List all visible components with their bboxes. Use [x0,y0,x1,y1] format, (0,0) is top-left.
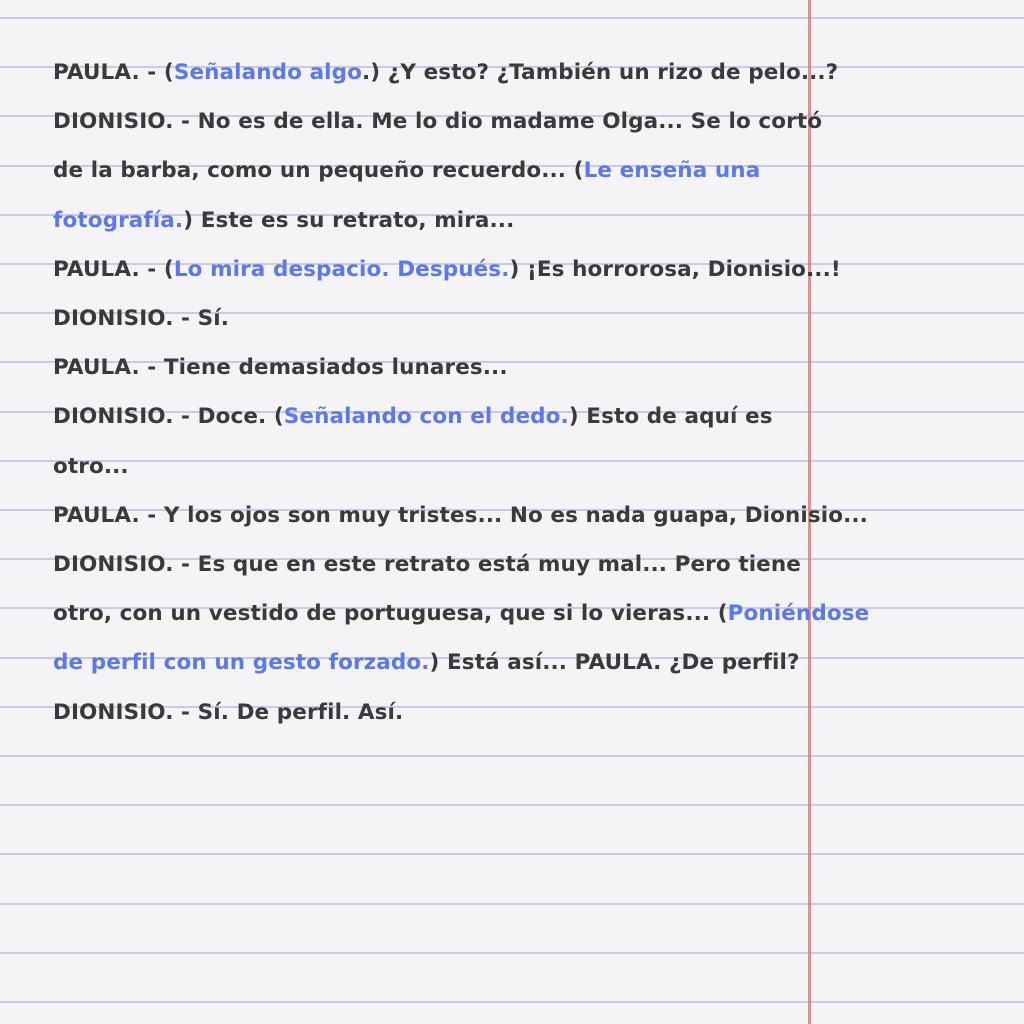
dialogue-text: DIONISIO. - Doce. ( [53,404,284,430]
dialogue-line-7 [53,343,953,392]
dialogue-line-13 [53,638,953,687]
ruled-line [0,1001,1024,1003]
dialogue-line-14 [53,688,953,737]
dialogue-text: DIONISIO. - No es de ella. Me lo dio madame Olga... Se lo cortó [53,109,823,135]
dialogue-line-12 [53,589,953,638]
stage-direction: Lo mira despacio. Después. [173,256,510,282]
dialogue-line-9 [53,442,953,491]
dialogue-text: otro, con un vestido de portuguesa, que si lo vieras... ( [53,601,728,627]
dialogue-text: DIONISIO. - Sí. [53,306,229,332]
play-dialogue [53,48,953,737]
dialogue-text: PAULA. - ( [53,256,174,282]
dialogue-text: ) Está así... PAULA. ¿De perfil? [429,650,800,676]
dialogue-text: otro... [53,453,129,479]
ruled-line [0,903,1024,905]
ruled-line [0,952,1024,954]
dialogue-text: PAULA. - Y los ojos son muy tristes... No es nada guapa, Dionisio... [53,502,868,528]
stage-direction: Le enseña una [583,158,761,184]
stage-direction: Señalando con el dedo. [283,404,569,430]
dialogue-text: DIONISIO. - Sí. De perfil. Así. [53,699,404,725]
dialogue-line-3 [53,146,953,195]
dialogue-line-4 [53,196,953,245]
dialogue-text: ) Este es su retrato, mira... [183,207,515,233]
ruled-line [0,853,1024,855]
dialogue-line-11 [53,540,953,589]
dialogue-text: de la barba, como un pequeño recuerdo... ( [53,158,584,184]
dialogue-text: PAULA. - Tiene demasiados lunares... [53,355,508,381]
dialogue-text: ) Esto de aquí es [568,404,773,430]
dialogue-text: .) ¿Y esto? ¿También un rizo de pelo...? [362,60,839,85]
dialogue-text: DIONISIO. - Es que en este retrato está muy mal... Pero tiene [53,552,801,578]
stage-direction: Poniéndose [727,601,870,627]
stage-direction: fotografía. [53,207,184,233]
dialogue-line-1 [53,48,953,97]
dialogue-line-6 [53,294,953,343]
stage-direction: Señalando algo [173,60,363,85]
dialogue-line-5 [53,245,953,294]
dialogue-text: ) ¡Es horrorosa, Dionisio...! [509,256,841,282]
dialogue-line-10 [53,491,953,540]
ruled-line [0,17,1024,19]
ruled-line [0,804,1024,806]
stage-direction: de perfil con un gesto forzado. [53,650,430,676]
dialogue-line-8 [53,392,953,441]
dialogue-text: PAULA. - ( [53,60,174,85]
dialogue-line-2 [53,97,953,146]
ruled-line [0,755,1024,757]
